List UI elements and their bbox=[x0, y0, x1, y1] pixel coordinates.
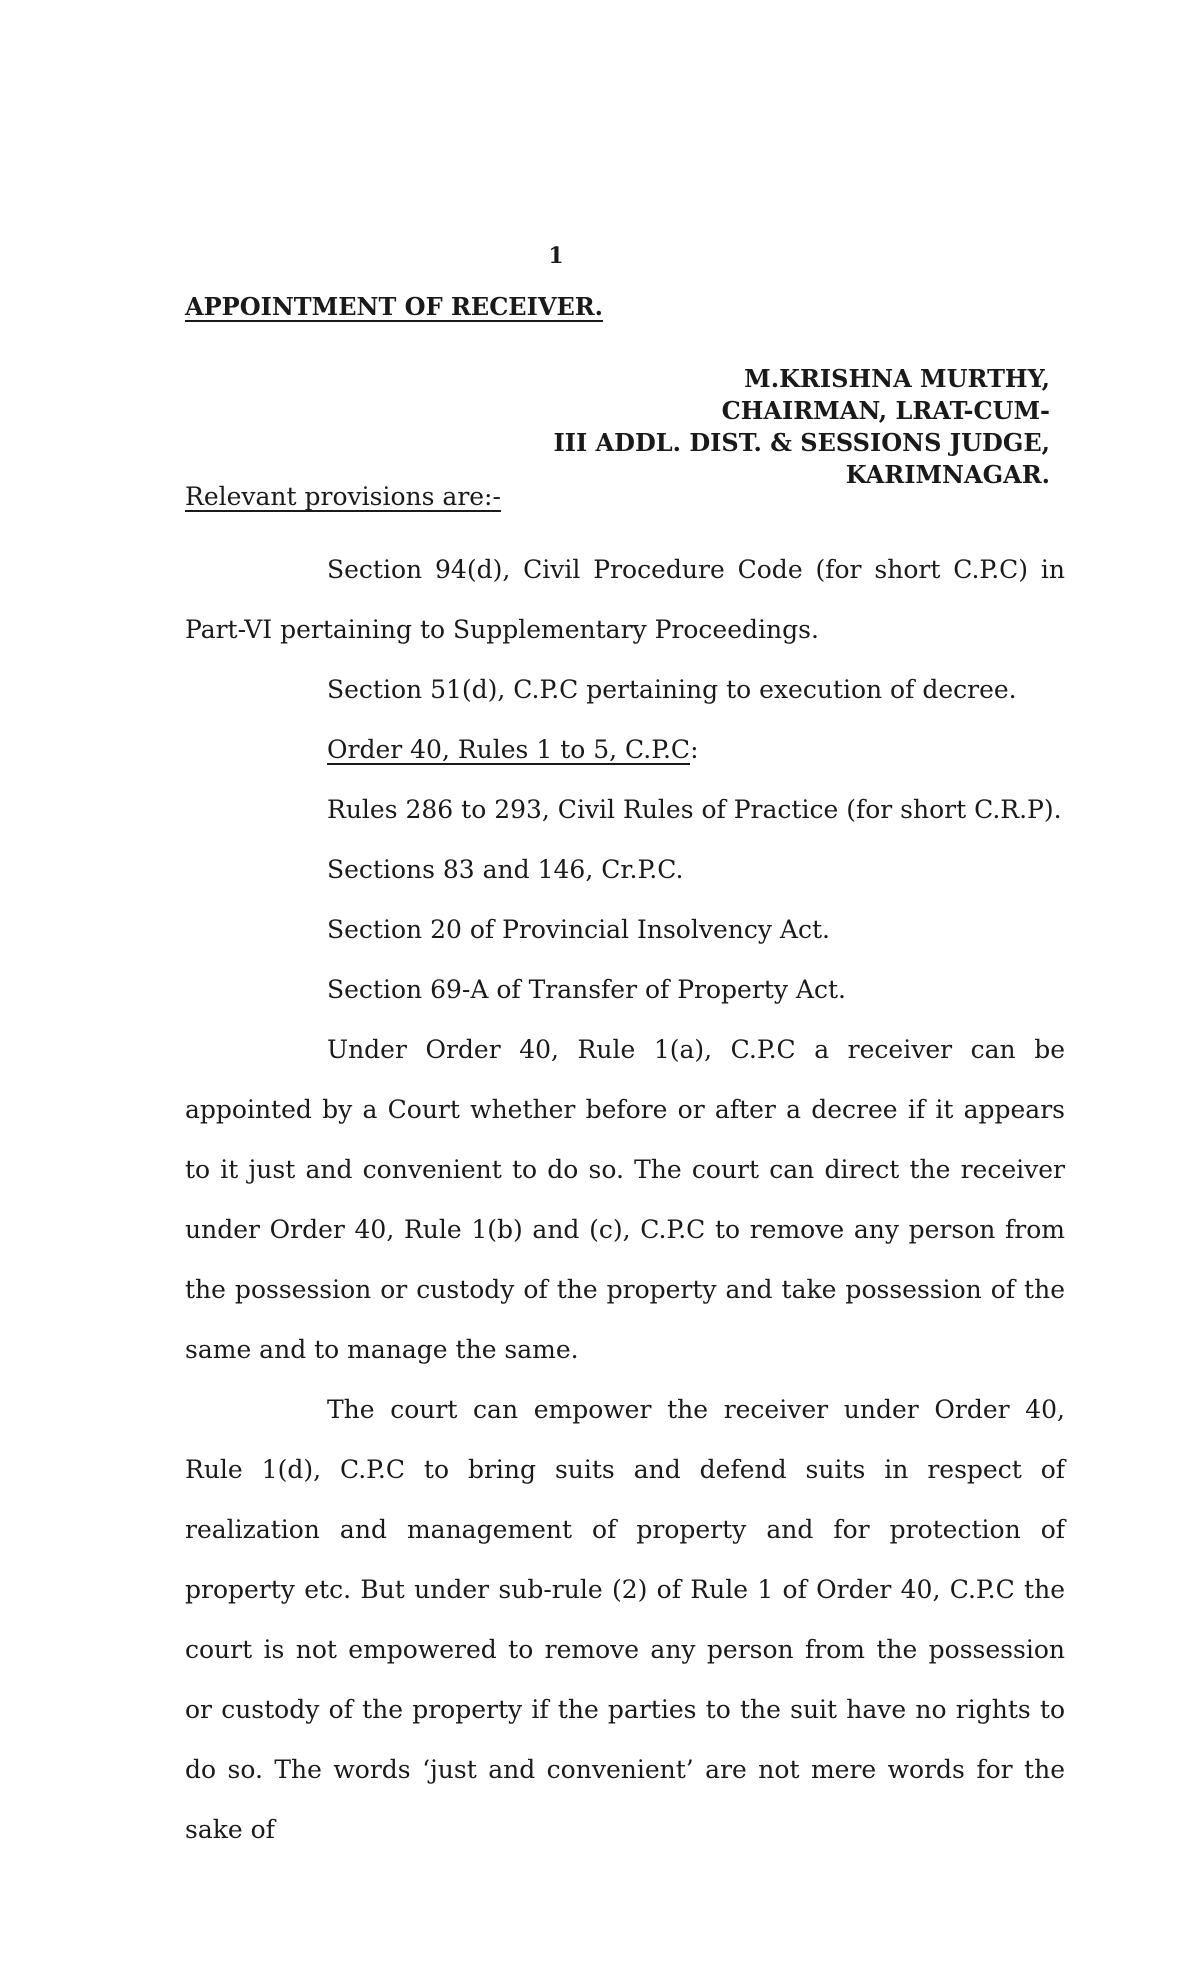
provision-item: Section 51(d), C.P.C pertaining to execution of decree. bbox=[327, 675, 1017, 704]
document-title: APPOINTMENT OF RECEIVER. bbox=[185, 292, 604, 321]
provision-item: Section 20 of Provincial Insolvency Act. bbox=[327, 915, 830, 944]
provision-item: Rules 286 to 293, Civil Rules of Practice (for short C.R.P). bbox=[327, 795, 1062, 824]
provision-item: Section 94(d), Civil Procedure Code (for short C.P.C) in Part-VI pertaining to Supplementary Proceedings. bbox=[185, 555, 1065, 644]
provision-item: Section 69-A of Transfer of Property Act. bbox=[327, 975, 846, 1004]
provision-suffix: : bbox=[690, 735, 699, 764]
body-paragraph: The court can empower the receiver under Order 40, Rule 1(d), C.P.C to bring suits and defend suits in respect of realization and management of property and for protection of property etc. But under sub-rule (2) of Rule 1 of Order 40, C.P.C the court is not empowered to remove any person from the possession or custody of the property if the parties to the suit have no rights to do so. The words ‘just and convenient’ are not mere words for the sake of bbox=[185, 1395, 1065, 1844]
body-paragraph: Under Order 40, Rule 1(a), C.P.C a receiver can be appointed by a Court whether before or after a decree if it appears to it just and convenient to do so. The court can direct the receiver under Order 40, Rule 1(b) and (c), C.P.C to remove any person from the possession or custody of the property and take possession of the same and to manage the same. bbox=[185, 1035, 1065, 1364]
author-court: III ADDL. DIST. & SESSIONS JUDGE, bbox=[553, 428, 1050, 457]
author-place: KARIMNAGAR. bbox=[845, 460, 1050, 489]
document-body bbox=[185, 540, 1065, 1860]
author-designation: CHAIRMAN, LRAT-CUM- bbox=[721, 396, 1050, 425]
page-number: 1 bbox=[548, 243, 564, 269]
provision-underlined-text: Order 40, Rules 1 to 5, C.P.C bbox=[327, 735, 691, 764]
provision-item bbox=[185, 720, 1065, 780]
author-name: M.KRISHNA MURTHY, bbox=[744, 364, 1050, 393]
provision-item: Sections 83 and 146, Cr.P.C. bbox=[327, 855, 684, 884]
relevant-provisions-heading: Relevant provisions are:- bbox=[185, 482, 501, 511]
author-block bbox=[554, 363, 1051, 491]
